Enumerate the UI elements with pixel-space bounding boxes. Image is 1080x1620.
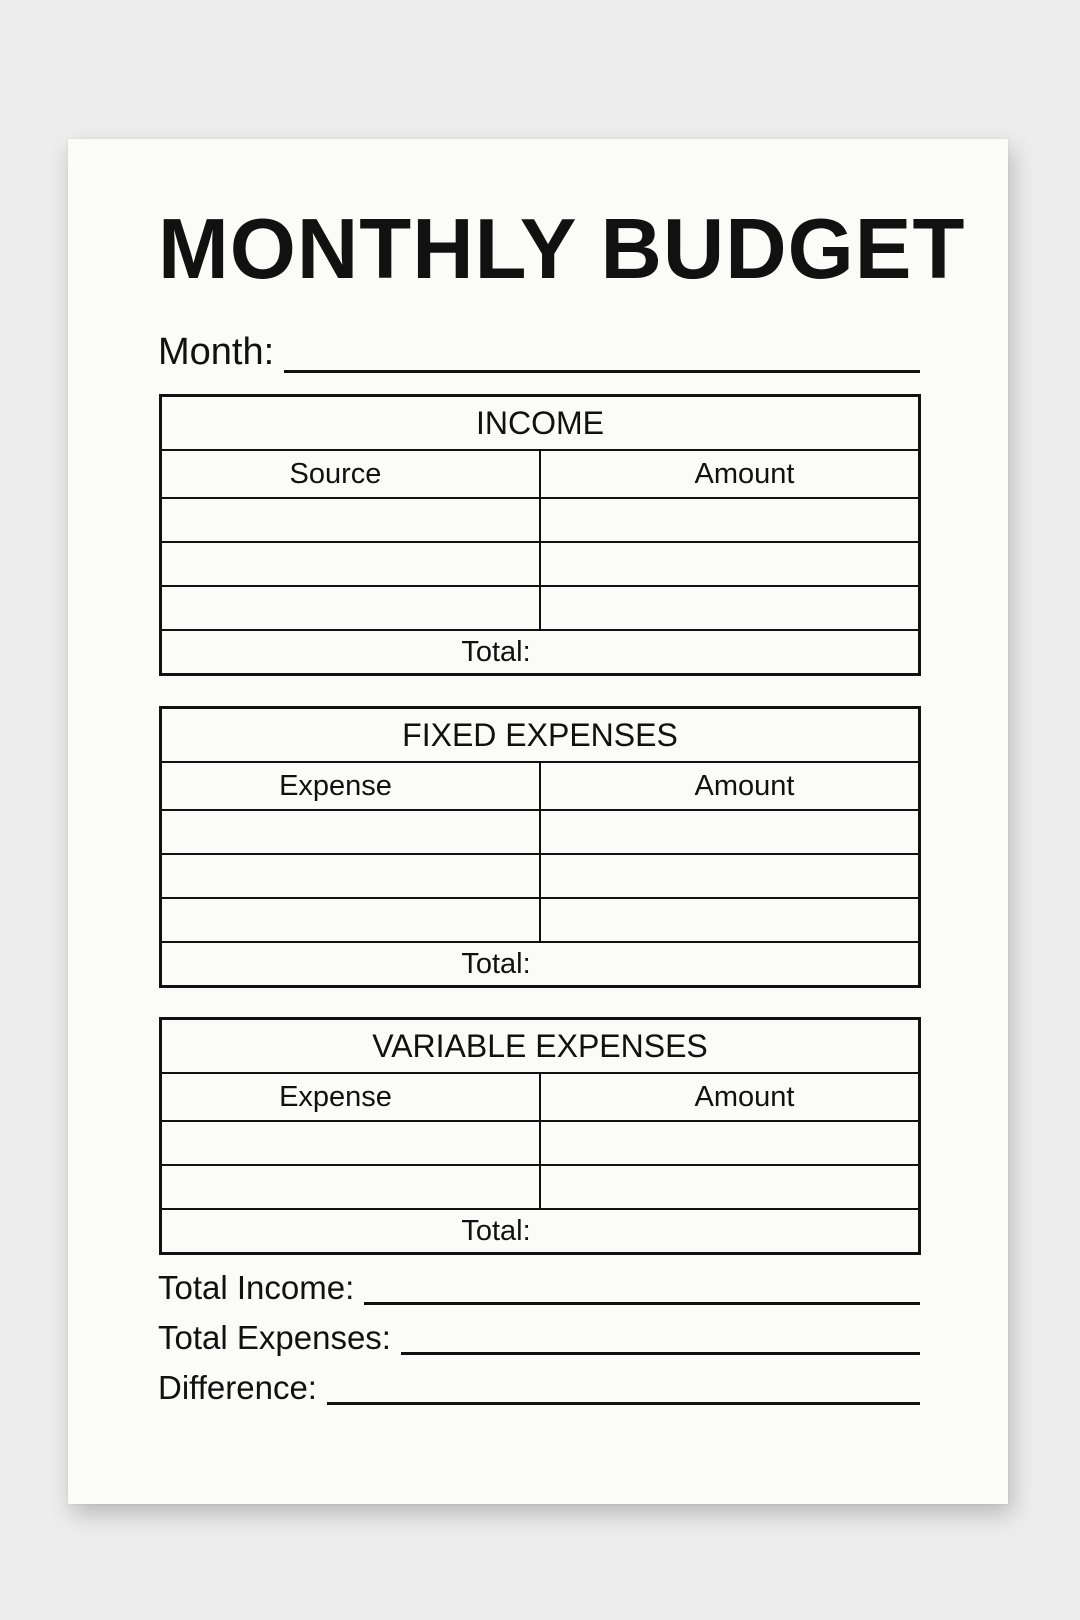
variable-amount-cell[interactable] <box>540 1165 920 1209</box>
income-amount-cell[interactable] <box>540 542 920 586</box>
variable-expense-cell[interactable] <box>161 1121 541 1165</box>
variable-expense-header: Expense <box>161 1073 541 1121</box>
total-income-line[interactable] <box>364 1302 920 1305</box>
variable-expenses-table <box>159 1017 921 1255</box>
income-table <box>159 394 921 676</box>
fixed-expense-cell[interactable] <box>161 810 541 854</box>
month-row <box>158 325 920 375</box>
difference-line[interactable] <box>327 1402 920 1405</box>
table-row <box>161 498 920 542</box>
fixed-expense-cell[interactable] <box>161 898 541 942</box>
table-row <box>161 854 920 898</box>
page-title: MONTHLY BUDGET <box>158 202 966 297</box>
fixed-total-cell[interactable] <box>161 942 920 987</box>
total-expenses-line[interactable] <box>401 1352 920 1355</box>
total-income-label: Total Income: <box>158 1269 355 1306</box>
fixed-amount-header: Amount <box>540 762 920 810</box>
income-amount-cell[interactable] <box>540 586 920 630</box>
month-label: Month: <box>158 331 275 373</box>
income-source-header: Source <box>161 450 541 498</box>
total-income-row <box>158 1265 920 1307</box>
income-total-cell[interactable] <box>161 630 920 675</box>
fixed-expenses-table <box>159 706 921 988</box>
income-source-cell[interactable] <box>161 498 541 542</box>
table-row <box>161 586 920 630</box>
income-total-label: Total: <box>461 635 531 668</box>
fixed-expense-cell[interactable] <box>161 854 541 898</box>
fixed-amount-cell[interactable] <box>540 854 920 898</box>
total-expenses-label: Total Expenses: <box>158 1319 391 1356</box>
budget-sheet <box>68 139 1008 1504</box>
variable-total-cell[interactable] <box>161 1209 920 1254</box>
variable-total-label: Total: <box>461 1214 531 1247</box>
income-source-cell[interactable] <box>161 542 541 586</box>
fixed-amount-cell[interactable] <box>540 810 920 854</box>
fixed-amount-cell[interactable] <box>540 898 920 942</box>
table-row <box>161 542 920 586</box>
variable-amount-cell[interactable] <box>540 1121 920 1165</box>
table-row <box>161 1165 920 1209</box>
income-amount-cell[interactable] <box>540 498 920 542</box>
variable-expense-cell[interactable] <box>161 1165 541 1209</box>
month-input-line[interactable] <box>284 370 920 373</box>
fixed-expenses-title: FIXED EXPENSES <box>161 708 920 763</box>
income-source-cell[interactable] <box>161 586 541 630</box>
fixed-expense-header: Expense <box>161 762 541 810</box>
difference-row <box>158 1365 920 1407</box>
income-title: INCOME <box>161 396 920 451</box>
fixed-total-label: Total: <box>461 947 531 980</box>
difference-label: Difference: <box>158 1369 317 1406</box>
variable-expenses-title: VARIABLE EXPENSES <box>161 1019 920 1074</box>
income-amount-header: Amount <box>540 450 920 498</box>
table-row <box>161 898 920 942</box>
total-expenses-row <box>158 1315 920 1357</box>
variable-amount-header: Amount <box>540 1073 920 1121</box>
table-row <box>161 810 920 854</box>
table-row <box>161 1121 920 1165</box>
